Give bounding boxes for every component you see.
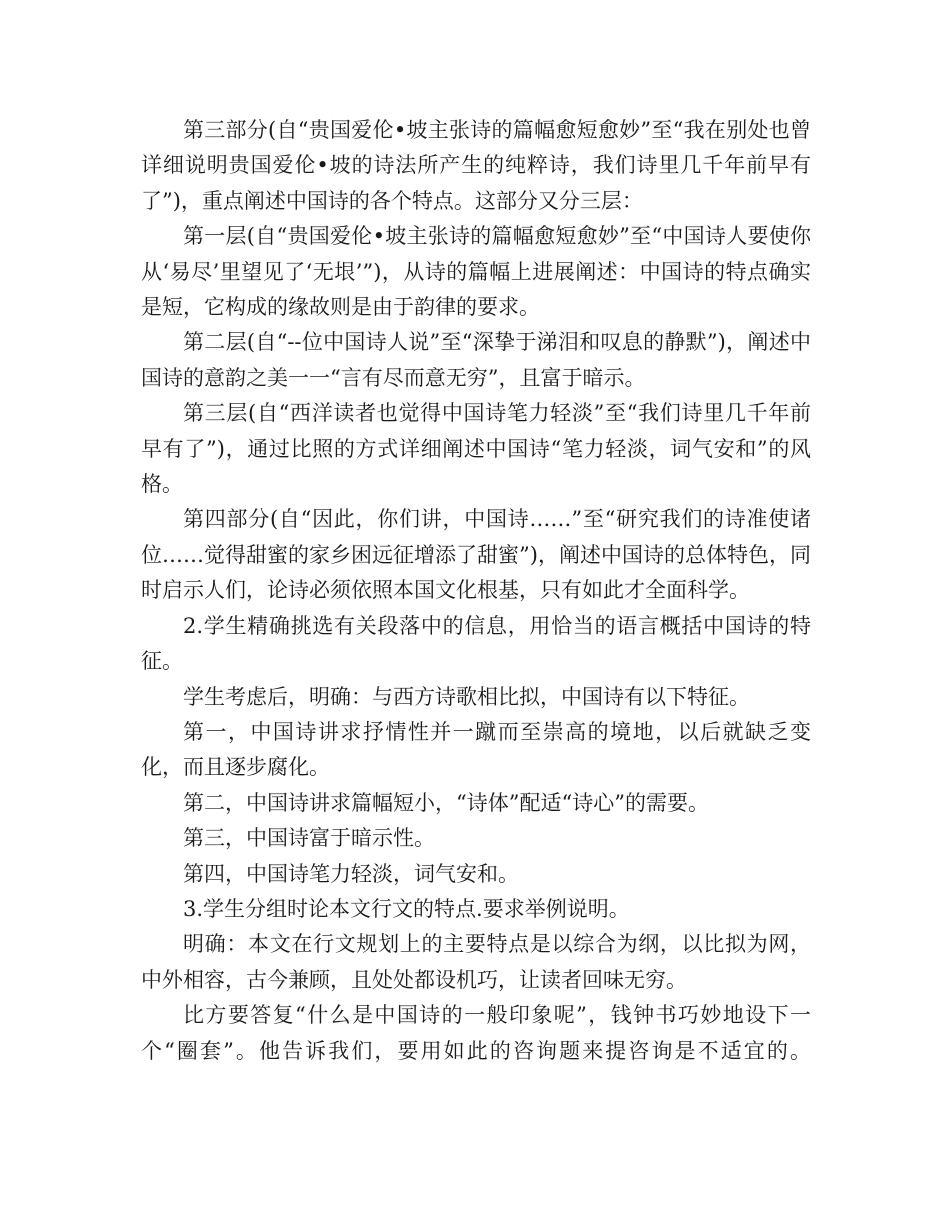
paragraph-part-three: 第三部分(自“贵国爱伦•坡主张诗的篇幅愈短愈妙”至“我在别处也曾详细说明贵国爱伦•坡的诗法所产生的纯粹诗，我们诗里几千年前早有了”)，重点阐述中国诗的各个特点。这部分又分三层： [141,118,811,213]
paragraph-feature-three: 第三，中国诗富于暗示性。 [183,826,435,851]
paragraph-layer-one: 第一层(自“贵国爱伦•坡主张诗的篇幅愈短愈妙”至“中国诗人要使你从‘易尽’里望见了‘无垠’”)，从诗的篇幅上进展阐述：中国诗的特点确实是短，它构成的缘故则是由于韵律的要求。 [141,224,811,320]
paragraph-student-answer: 学生考虑后，明确：与西方诗歌相比拟，中国诗有以下特征。 [183,684,750,709]
paragraph-task-two: 2.学生精确挑选有关段落中的信息，用恰当的语言概括中国诗的特征。 [141,613,811,674]
paragraph-example: 比方要答复“什么是中国诗的一般印象呢”，钱钟书巧妙地设下一个“圈套”。他告诉我们，要用如此的咨询题来提咨询是不适宜的。 [141,1003,811,1063]
paragraph-clarification: 明确：本文在行文规划上的主要特点是以综合为纲，以比拟为网，中外相容，古今兼顾，且处处都设机巧，让读者回味无穷。 [141,932,811,992]
document-body [141,113,811,1069]
paragraph-feature-four: 第四，中国诗笔力轻淡，词气安和。 [183,861,519,886]
paragraph-feature-two: 第二，中国诗讲求篇幅短小，“诗体”配适“诗心”的需要。 [183,790,709,815]
paragraph-feature-one: 第一，中国诗讲求抒情性并一蹴而至崇高的境地，以后就缺乏变化，而且逐步腐化。 [141,719,811,780]
paragraph-part-four: 第四部分(自“因此，你们讲，中国诗……”至“研究我们的诗准使诸位……觉得甜蜜的家乡困远征增添了甜蜜”)，阐述中国诗的总体特色，同时启示人们，论诗必须依照本国文化根基，只有如此才全面科学。 [141,507,811,603]
paragraph-task-three: 3.学生分组时论本文行文的特点.要求举例说明。 [183,896,630,921]
paragraph-layer-three: 第三层(自“西洋读者也觉得中国诗笔力轻淡”至“我们诗里几千年前早有了”)，通过比照的方式详细阐述中国诗“笔力轻淡，词气安和”的风格。 [141,401,811,497]
paragraph-layer-two: 第二层(自“--位中国诗人说”至“深挚于涕泪和叹息的静默”)，阐述中国诗的意韵之美一一“言有尽而意无穷”，且富于暗示。 [141,330,811,390]
